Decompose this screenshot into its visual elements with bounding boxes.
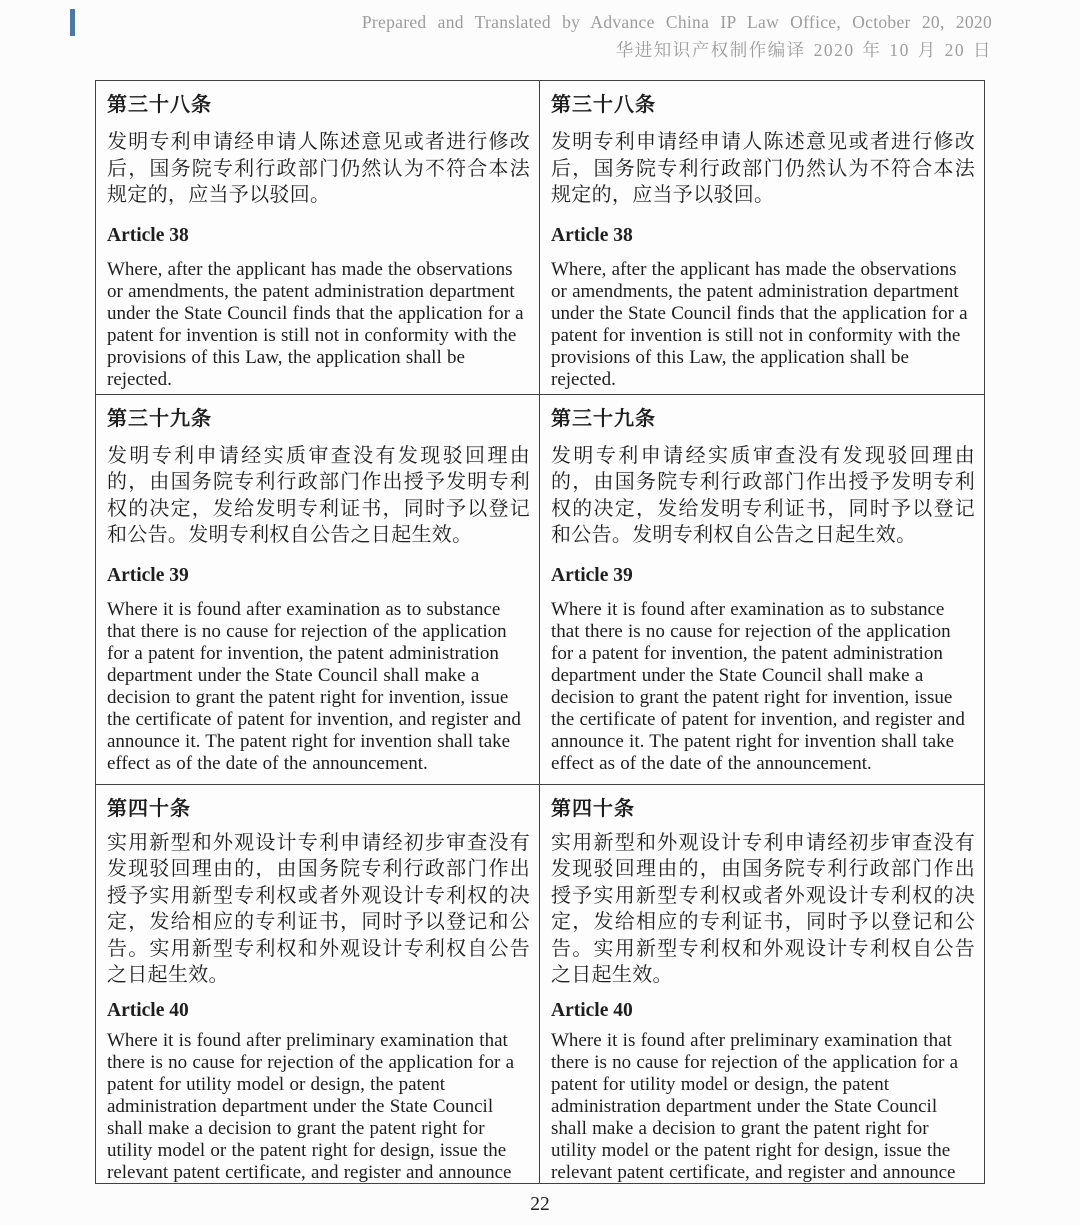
cursor-mark — [70, 9, 75, 36]
article-40-zh-text: 实用新型和外观设计专利申请经初步审查没有发现驳回理由的，由国务院专利行政部门作出授予实用新型专利权或者外观设计专利权的决定，发给相应的专利证书，同时予以登记和公告。实用新型专利权和外观设计专利权自公告之日起生效。 — [107, 831, 530, 986]
article-39-en-heading: Article 39 — [107, 564, 189, 586]
article-38-en-heading: Article 38 — [551, 224, 633, 246]
article-38-zh-heading: 第三十八条 — [107, 94, 212, 116]
article-39-en-text: Where it is found after examination as to substance that there is no cause for rejection of the application for a patent for invention, the patent administration department under the State Council shall make a decision to grant the patent right for invention, issue the certificate of patent for invention, and register and announce it. The patent right for invention shall take effect as of the date of the announcement. — [551, 598, 965, 774]
article-39-zh-heading: 第三十九条 — [551, 407, 656, 430]
article-38-zh-text: 发明专利申请经申请人陈述意见或者进行修改后，国务院专利行政部门仍然认为不符合本法规定的，应当予以驳回。 — [551, 131, 975, 206]
header-credit-line-en: Prepared and Translated by Advance China IP Law Office, October 20, 2020 — [361, 12, 992, 32]
article-39-right-cell — [540, 395, 984, 784]
article-38-en-text: Where, after the applicant has made the observations or amendments, the patent administration department under the State Council finds that the application for a patent for invention is still not in conformity with the provisions of this Law, the application shall be rejected. — [551, 258, 968, 390]
article-39-en-text: Where it is found after examination as to substance that there is no cause for rejection of the application for a patent for invention, the patent administration department under the State Council shall make a decision to grant the patent right for invention, issue the certificate of patent for invention, and register and announce it. The patent right for invention shall take effect as of the date of the announcement. — [107, 598, 521, 774]
article-40-left-cell — [96, 785, 540, 1184]
header-credit-line-zh: 华进知识产权制作编译 2020 年 10 月 20 日 — [615, 40, 992, 60]
article-38-left-cell — [96, 81, 540, 394]
article-40-zh-heading: 第四十条 — [107, 797, 191, 820]
table-row-article-38 — [96, 81, 984, 395]
article-39-en-heading: Article 39 — [551, 564, 633, 586]
article-40-en-heading: Article 40 — [551, 999, 633, 1021]
article-39-zh-text: 发明专利申请经实质审查没有发现驳回理由的，由国务院专利行政部门作出授予发明专利权的决定，发给发明专利证书，同时予以登记和公告。发明专利权自公告之日起生效。 — [107, 444, 530, 546]
article-40-right-cell — [540, 785, 984, 1184]
article-40-en-heading: Article 40 — [107, 999, 189, 1021]
article-40-zh-heading: 第四十条 — [551, 797, 635, 820]
law-comparison-table — [95, 80, 985, 1184]
article-39-zh-text: 发明专利申请经实质审查没有发现驳回理由的，由国务院专利行政部门作出授予发明专利权的决定，发给发明专利证书，同时予以登记和公告。发明专利权自公告之日起生效。 — [551, 444, 975, 546]
article-39-zh-heading: 第三十九条 — [107, 407, 212, 430]
table-row-article-39 — [96, 395, 984, 785]
article-38-en-heading: Article 38 — [107, 224, 189, 246]
article-40-zh-text: 实用新型和外观设计专利申请经初步审查没有发现驳回理由的，由国务院专利行政部门作出授予实用新型专利权或者外观设计专利权的决定，发给相应的专利证书，同时予以登记和公告。实用新型专利权和外观设计专利权自公告之日起生效。 — [551, 831, 975, 986]
article-40-en-text: Where it is found after preliminary examination that there is no cause for rejection of the application for a patent for utility model or design, the patent administration department under the State Council shall make a decision to grant the patent right for utility model or the patent right for design, issue the relevant patent certificate, and register and announce — [551, 1029, 958, 1183]
article-38-zh-text: 发明专利申请经申请人陈述意见或者进行修改后，国务院专利行政部门仍然认为不符合本法规定的，应当予以驳回。 — [107, 131, 530, 206]
article-38-en-text: Where, after the applicant has made the observations or amendments, the patent administration department under the State Council finds that the application for a patent for invention is still not in conformity with the provisions of this Law, the application shall be rejected. — [107, 258, 524, 390]
article-40-en-text: Where it is found after preliminary examination that there is no cause for rejection of the application for a patent for utility model or design, the patent administration department under the State Council shall make a decision to grant the patent right for utility model or the patent right for design, issue the relevant patent certificate, and register and announce — [107, 1029, 514, 1183]
article-39-left-cell — [96, 395, 540, 784]
table-row-article-40 — [96, 785, 984, 1184]
page-header — [362, 10, 992, 62]
article-38-zh-heading: 第三十八条 — [551, 94, 656, 116]
page-number: 22 — [530, 1194, 550, 1215]
article-38-right-cell — [540, 81, 984, 394]
